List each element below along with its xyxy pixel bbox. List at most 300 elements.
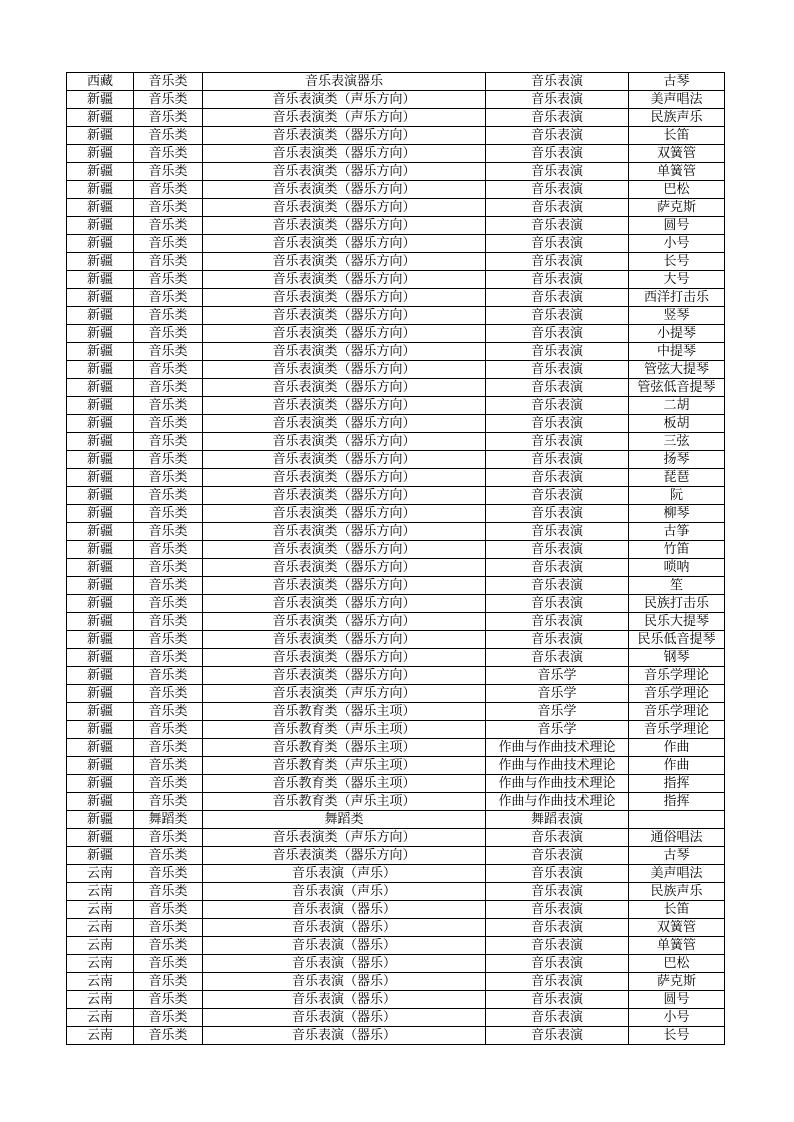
- province-cell: 新疆: [67, 199, 134, 217]
- exam-type-cell: 音乐表演类（器乐方向）: [203, 181, 486, 199]
- category-cell: 音乐类: [134, 595, 203, 613]
- major-cell: 音乐表演: [486, 487, 629, 505]
- table-row: [67, 379, 725, 397]
- province-cell: 新疆: [67, 451, 134, 469]
- major-cell: 音乐表演: [486, 901, 629, 919]
- category-cell: 音乐类: [134, 1009, 203, 1027]
- major-cell: 音乐表演: [486, 433, 629, 451]
- province-cell: 云南: [67, 865, 134, 883]
- province-cell: 新疆: [67, 307, 134, 325]
- major-cell: 音乐表演: [486, 847, 629, 865]
- province-cell: 新疆: [67, 253, 134, 271]
- instrument-cell: 唢呐: [629, 559, 725, 577]
- major-cell: 音乐表演: [486, 595, 629, 613]
- instrument-cell: 长笛: [629, 127, 725, 145]
- province-cell: 新疆: [67, 325, 134, 343]
- province-cell: 新疆: [67, 541, 134, 559]
- table-row: [67, 307, 725, 325]
- category-cell: 音乐类: [134, 775, 203, 793]
- exam-type-cell: 音乐教育类（器乐主项）: [203, 775, 486, 793]
- instrument-cell: 音乐学理论: [629, 721, 725, 739]
- instrument-cell: 通俗唱法: [629, 829, 725, 847]
- instrument-cell: 单簧管: [629, 937, 725, 955]
- category-cell: 音乐类: [134, 289, 203, 307]
- major-cell: 音乐表演: [486, 1027, 629, 1045]
- major-cell: 音乐学: [486, 685, 629, 703]
- table-row: [67, 811, 725, 829]
- instrument-cell: 长号: [629, 253, 725, 271]
- province-cell: 新疆: [67, 703, 134, 721]
- instrument-cell: 长号: [629, 1027, 725, 1045]
- category-cell: 音乐类: [134, 523, 203, 541]
- instrument-cell: 古筝: [629, 523, 725, 541]
- table-row: [67, 739, 725, 757]
- category-cell: 音乐类: [134, 703, 203, 721]
- province-cell: 新疆: [67, 127, 134, 145]
- major-cell: 音乐表演: [486, 919, 629, 937]
- exam-type-cell: 音乐教育类（声乐主项）: [203, 757, 486, 775]
- category-cell: 音乐类: [134, 667, 203, 685]
- major-cell: 音乐学: [486, 721, 629, 739]
- exam-type-cell: 音乐教育类（器乐主项）: [203, 739, 486, 757]
- exam-type-cell: 音乐表演类（器乐方向）: [203, 415, 486, 433]
- instrument-cell: 小号: [629, 235, 725, 253]
- province-cell: 新疆: [67, 91, 134, 109]
- exam-type-cell: 音乐表演类（器乐方向）: [203, 577, 486, 595]
- category-cell: 音乐类: [134, 991, 203, 1009]
- instrument-cell: [629, 811, 725, 829]
- exam-type-cell: 音乐表演（器乐）: [203, 937, 486, 955]
- exam-type-cell: 音乐表演类（器乐方向）: [203, 541, 486, 559]
- exam-type-cell: 音乐表演（器乐）: [203, 919, 486, 937]
- major-cell: 音乐表演: [486, 505, 629, 523]
- table-row: [67, 703, 725, 721]
- instrument-cell: 萨克斯: [629, 973, 725, 991]
- major-cell: 音乐表演: [486, 973, 629, 991]
- major-cell: 音乐表演: [486, 397, 629, 415]
- exam-type-cell: 音乐表演类（声乐方向）: [203, 829, 486, 847]
- province-cell: 新疆: [67, 433, 134, 451]
- major-cell: 音乐表演: [486, 829, 629, 847]
- major-cell: 音乐学: [486, 703, 629, 721]
- category-cell: 音乐类: [134, 649, 203, 667]
- instrument-cell: 作曲: [629, 739, 725, 757]
- major-cell: 作曲与作曲技术理论: [486, 757, 629, 775]
- table-row: [67, 289, 725, 307]
- instrument-cell: 民族声乐: [629, 109, 725, 127]
- province-cell: 新疆: [67, 271, 134, 289]
- exam-type-cell: 音乐表演类（器乐方向）: [203, 847, 486, 865]
- province-cell: 新疆: [67, 523, 134, 541]
- instrument-cell: 音乐学理论: [629, 667, 725, 685]
- instrument-cell: 古琴: [629, 847, 725, 865]
- table-row: [67, 181, 725, 199]
- table-row: [67, 433, 725, 451]
- category-cell: 音乐类: [134, 973, 203, 991]
- table-row: [67, 595, 725, 613]
- table-row: [67, 523, 725, 541]
- province-cell: 新疆: [67, 379, 134, 397]
- instrument-cell: 民族声乐: [629, 883, 725, 901]
- major-cell: 音乐表演: [486, 199, 629, 217]
- major-cell: 音乐表演: [486, 937, 629, 955]
- category-cell: 音乐类: [134, 199, 203, 217]
- category-cell: 音乐类: [134, 955, 203, 973]
- province-cell: 云南: [67, 919, 134, 937]
- table-row: [67, 991, 725, 1009]
- exam-type-cell: 音乐表演（器乐）: [203, 1009, 486, 1027]
- category-cell: 音乐类: [134, 901, 203, 919]
- category-cell: 音乐类: [134, 343, 203, 361]
- instrument-cell: 阮: [629, 487, 725, 505]
- exam-type-cell: 音乐表演（器乐）: [203, 1027, 486, 1045]
- exam-type-cell: 音乐表演（声乐）: [203, 883, 486, 901]
- table-row: [67, 613, 725, 631]
- province-cell: 新疆: [67, 811, 134, 829]
- exam-type-cell: 音乐表演类（器乐方向）: [203, 379, 486, 397]
- major-cell: 音乐表演: [486, 991, 629, 1009]
- province-cell: 新疆: [67, 721, 134, 739]
- instrument-cell: 双簧管: [629, 919, 725, 937]
- major-cell: 作曲与作曲技术理论: [486, 775, 629, 793]
- category-cell: 音乐类: [134, 631, 203, 649]
- instrument-cell: 三弦: [629, 433, 725, 451]
- table-row: [67, 271, 725, 289]
- major-cell: 音乐表演: [486, 523, 629, 541]
- table-row: [67, 199, 725, 217]
- table-row: [67, 685, 725, 703]
- instrument-cell: 竖琴: [629, 307, 725, 325]
- table-row: [67, 865, 725, 883]
- major-cell: 音乐表演: [486, 325, 629, 343]
- major-cell: 音乐表演: [486, 289, 629, 307]
- table-row: [67, 541, 725, 559]
- category-cell: 音乐类: [134, 739, 203, 757]
- province-cell: 新疆: [67, 109, 134, 127]
- province-cell: 新疆: [67, 181, 134, 199]
- province-cell: 新疆: [67, 235, 134, 253]
- category-cell: 音乐类: [134, 883, 203, 901]
- major-cell: 音乐表演: [486, 271, 629, 289]
- table-row: [67, 757, 725, 775]
- instrument-cell: 古琴: [629, 73, 725, 91]
- instrument-cell: 指挥: [629, 793, 725, 811]
- instrument-cell: 柳琴: [629, 505, 725, 523]
- exam-type-cell: 音乐表演器乐: [203, 73, 486, 91]
- major-cell: 音乐表演: [486, 955, 629, 973]
- table-row: [67, 145, 725, 163]
- province-cell: 新疆: [67, 847, 134, 865]
- major-cell: 音乐表演: [486, 577, 629, 595]
- table-row: [67, 343, 725, 361]
- major-cell: 音乐表演: [486, 649, 629, 667]
- province-cell: 新疆: [67, 163, 134, 181]
- category-cell: 音乐类: [134, 865, 203, 883]
- instrument-cell: 长笛: [629, 901, 725, 919]
- category-cell: 音乐类: [134, 559, 203, 577]
- province-cell: 西藏: [67, 73, 134, 91]
- category-cell: 音乐类: [134, 847, 203, 865]
- major-cell: 音乐学: [486, 667, 629, 685]
- province-cell: 新疆: [67, 415, 134, 433]
- province-cell: 新疆: [67, 595, 134, 613]
- category-cell: 音乐类: [134, 1027, 203, 1045]
- major-cell: 音乐表演: [486, 235, 629, 253]
- exam-type-cell: 音乐表演类（器乐方向）: [203, 127, 486, 145]
- major-cell: 音乐表演: [486, 469, 629, 487]
- major-cell: 音乐表演: [486, 181, 629, 199]
- table-row: [67, 505, 725, 523]
- province-cell: 新疆: [67, 739, 134, 757]
- exam-type-cell: 音乐表演类（器乐方向）: [203, 289, 486, 307]
- table-row: [67, 73, 725, 91]
- category-cell: 音乐类: [134, 829, 203, 847]
- exam-type-cell: 音乐表演类（器乐方向）: [203, 505, 486, 523]
- exam-type-cell: 舞蹈类: [203, 811, 486, 829]
- table-row: [67, 469, 725, 487]
- province-cell: 新疆: [67, 469, 134, 487]
- exam-type-cell: 音乐表演类（声乐方向）: [203, 109, 486, 127]
- category-cell: 音乐类: [134, 397, 203, 415]
- table-row: [67, 559, 725, 577]
- province-cell: 新疆: [67, 775, 134, 793]
- exam-type-cell: 音乐表演类（器乐方向）: [203, 523, 486, 541]
- major-cell: 音乐表演: [486, 307, 629, 325]
- exam-type-cell: 音乐表演类（器乐方向）: [203, 235, 486, 253]
- major-cell: 音乐表演: [486, 361, 629, 379]
- exam-type-cell: 音乐表演类（器乐方向）: [203, 253, 486, 271]
- table-row: [67, 217, 725, 235]
- exam-type-cell: 音乐表演类（声乐方向）: [203, 91, 486, 109]
- exam-type-cell: 音乐表演类（器乐方向）: [203, 271, 486, 289]
- instrument-cell: 钢琴: [629, 649, 725, 667]
- major-cell: 音乐表演: [486, 73, 629, 91]
- major-cell: 音乐表演: [486, 379, 629, 397]
- province-cell: 云南: [67, 1027, 134, 1045]
- table-row: [67, 127, 725, 145]
- table-row: [67, 901, 725, 919]
- province-cell: 新疆: [67, 685, 134, 703]
- major-cell: 音乐表演: [486, 613, 629, 631]
- exam-type-cell: 音乐教育类（声乐主项）: [203, 721, 486, 739]
- instrument-cell: 音乐学理论: [629, 685, 725, 703]
- instrument-cell: 双簧管: [629, 145, 725, 163]
- instrument-cell: 竹笛: [629, 541, 725, 559]
- major-cell: 音乐表演: [486, 127, 629, 145]
- province-cell: 新疆: [67, 343, 134, 361]
- exam-type-cell: 音乐表演类（器乐方向）: [203, 217, 486, 235]
- table-row: [67, 415, 725, 433]
- category-cell: 音乐类: [134, 937, 203, 955]
- instrument-cell: 中提琴: [629, 343, 725, 361]
- instrument-cell: 巴松: [629, 955, 725, 973]
- table-row: [67, 577, 725, 595]
- category-cell: 音乐类: [134, 541, 203, 559]
- province-cell: 新疆: [67, 361, 134, 379]
- exam-type-cell: 音乐表演类（器乐方向）: [203, 325, 486, 343]
- data-table: [66, 72, 725, 1045]
- major-cell: 音乐表演: [486, 343, 629, 361]
- exam-type-cell: 音乐表演（器乐）: [203, 991, 486, 1009]
- major-cell: 音乐表演: [486, 451, 629, 469]
- table-row: [67, 235, 725, 253]
- instrument-cell: 琵琶: [629, 469, 725, 487]
- table-row: [67, 667, 725, 685]
- category-cell: 音乐类: [134, 325, 203, 343]
- exam-type-cell: 音乐教育类（声乐主项）: [203, 793, 486, 811]
- instrument-cell: 圆号: [629, 991, 725, 1009]
- province-cell: 新疆: [67, 649, 134, 667]
- instrument-cell: 扬琴: [629, 451, 725, 469]
- instrument-cell: 单簧管: [629, 163, 725, 181]
- table-row: [67, 829, 725, 847]
- instrument-cell: 板胡: [629, 415, 725, 433]
- major-cell: 音乐表演: [486, 631, 629, 649]
- category-cell: 音乐类: [134, 145, 203, 163]
- province-cell: 新疆: [67, 613, 134, 631]
- instrument-cell: 萨克斯: [629, 199, 725, 217]
- category-cell: 音乐类: [134, 163, 203, 181]
- exam-type-cell: 音乐表演类（器乐方向）: [203, 667, 486, 685]
- table-row: [67, 325, 725, 343]
- major-cell: 音乐表演: [486, 163, 629, 181]
- table-row: [67, 775, 725, 793]
- major-cell: 音乐表演: [486, 559, 629, 577]
- category-cell: 音乐类: [134, 613, 203, 631]
- table-row: [67, 919, 725, 937]
- exam-type-cell: 音乐表演类（器乐方向）: [203, 649, 486, 667]
- province-cell: 新疆: [67, 289, 134, 307]
- category-cell: 音乐类: [134, 109, 203, 127]
- instrument-cell: 西洋打击乐: [629, 289, 725, 307]
- exam-type-cell: 音乐表演类（器乐方向）: [203, 487, 486, 505]
- table-row: [67, 163, 725, 181]
- major-cell: 音乐表演: [486, 91, 629, 109]
- instrument-cell: 小提琴: [629, 325, 725, 343]
- major-cell: 作曲与作曲技术理论: [486, 793, 629, 811]
- province-cell: 新疆: [67, 505, 134, 523]
- table-row: [67, 937, 725, 955]
- province-cell: 云南: [67, 973, 134, 991]
- table-row: [67, 721, 725, 739]
- province-cell: 新疆: [67, 145, 134, 163]
- category-cell: 音乐类: [134, 685, 203, 703]
- table-row: [67, 847, 725, 865]
- category-cell: 音乐类: [134, 469, 203, 487]
- category-cell: 音乐类: [134, 793, 203, 811]
- table-row: [67, 1009, 725, 1027]
- province-cell: 云南: [67, 955, 134, 973]
- category-cell: 音乐类: [134, 379, 203, 397]
- table-row: [67, 451, 725, 469]
- province-cell: 新疆: [67, 793, 134, 811]
- exam-type-cell: 音乐教育类（器乐主项）: [203, 703, 486, 721]
- province-cell: 新疆: [67, 217, 134, 235]
- major-cell: 作曲与作曲技术理论: [486, 739, 629, 757]
- table-row: [67, 109, 725, 127]
- province-cell: 云南: [67, 901, 134, 919]
- table-row: [67, 793, 725, 811]
- instrument-cell: 作曲: [629, 757, 725, 775]
- province-cell: 云南: [67, 883, 134, 901]
- table-row: [67, 883, 725, 901]
- table-row: [67, 631, 725, 649]
- exam-type-cell: 音乐表演类（器乐方向）: [203, 163, 486, 181]
- instrument-cell: 管弦大提琴: [629, 361, 725, 379]
- instrument-cell: 民族打击乐: [629, 595, 725, 613]
- exam-type-cell: 音乐表演类（器乐方向）: [203, 361, 486, 379]
- table-body: [67, 73, 725, 1045]
- category-cell: 音乐类: [134, 757, 203, 775]
- instrument-cell: 大号: [629, 271, 725, 289]
- category-cell: 音乐类: [134, 271, 203, 289]
- major-cell: 舞蹈表演: [486, 811, 629, 829]
- instrument-cell: 美声唱法: [629, 865, 725, 883]
- category-cell: 音乐类: [134, 361, 203, 379]
- province-cell: 云南: [67, 991, 134, 1009]
- category-cell: 音乐类: [134, 217, 203, 235]
- province-cell: 云南: [67, 1009, 134, 1027]
- major-cell: 音乐表演: [486, 253, 629, 271]
- instrument-cell: 巴松: [629, 181, 725, 199]
- province-cell: 云南: [67, 937, 134, 955]
- category-cell: 音乐类: [134, 253, 203, 271]
- exam-type-cell: 音乐表演类（器乐方向）: [203, 145, 486, 163]
- category-cell: 音乐类: [134, 91, 203, 109]
- category-cell: 音乐类: [134, 127, 203, 145]
- table-row: [67, 91, 725, 109]
- province-cell: 新疆: [67, 397, 134, 415]
- table-row: [67, 253, 725, 271]
- instrument-cell: 美声唱法: [629, 91, 725, 109]
- category-cell: 音乐类: [134, 181, 203, 199]
- exam-type-cell: 音乐表演类（器乐方向）: [203, 343, 486, 361]
- province-cell: 新疆: [67, 631, 134, 649]
- instrument-cell: 音乐学理论: [629, 703, 725, 721]
- category-cell: 音乐类: [134, 487, 203, 505]
- category-cell: 音乐类: [134, 919, 203, 937]
- province-cell: 新疆: [67, 829, 134, 847]
- exam-type-cell: 音乐表演类（器乐方向）: [203, 631, 486, 649]
- province-cell: 新疆: [67, 487, 134, 505]
- exam-type-cell: 音乐表演类（声乐方向）: [203, 685, 486, 703]
- exam-type-cell: 音乐表演（声乐）: [203, 865, 486, 883]
- exam-type-cell: 音乐表演类（器乐方向）: [203, 559, 486, 577]
- instrument-cell: 指挥: [629, 775, 725, 793]
- exam-type-cell: 音乐表演类（器乐方向）: [203, 307, 486, 325]
- exam-type-cell: 音乐表演类（器乐方向）: [203, 613, 486, 631]
- category-cell: 音乐类: [134, 577, 203, 595]
- exam-type-cell: 音乐表演类（器乐方向）: [203, 433, 486, 451]
- instrument-cell: 管弦低音提琴: [629, 379, 725, 397]
- exam-type-cell: 音乐表演类（器乐方向）: [203, 397, 486, 415]
- instrument-cell: 民乐大提琴: [629, 613, 725, 631]
- table-row: [67, 487, 725, 505]
- category-cell: 音乐类: [134, 73, 203, 91]
- exam-type-cell: 音乐表演（器乐）: [203, 973, 486, 991]
- category-cell: 音乐类: [134, 307, 203, 325]
- exam-type-cell: 音乐表演（器乐）: [203, 955, 486, 973]
- instrument-cell: 小号: [629, 1009, 725, 1027]
- table-row: [67, 361, 725, 379]
- category-cell: 舞蹈类: [134, 811, 203, 829]
- major-cell: 音乐表演: [486, 1009, 629, 1027]
- major-cell: 音乐表演: [486, 145, 629, 163]
- exam-type-cell: 音乐表演（器乐）: [203, 901, 486, 919]
- table-row: [67, 973, 725, 991]
- instrument-cell: 二胡: [629, 397, 725, 415]
- instrument-cell: 圆号: [629, 217, 725, 235]
